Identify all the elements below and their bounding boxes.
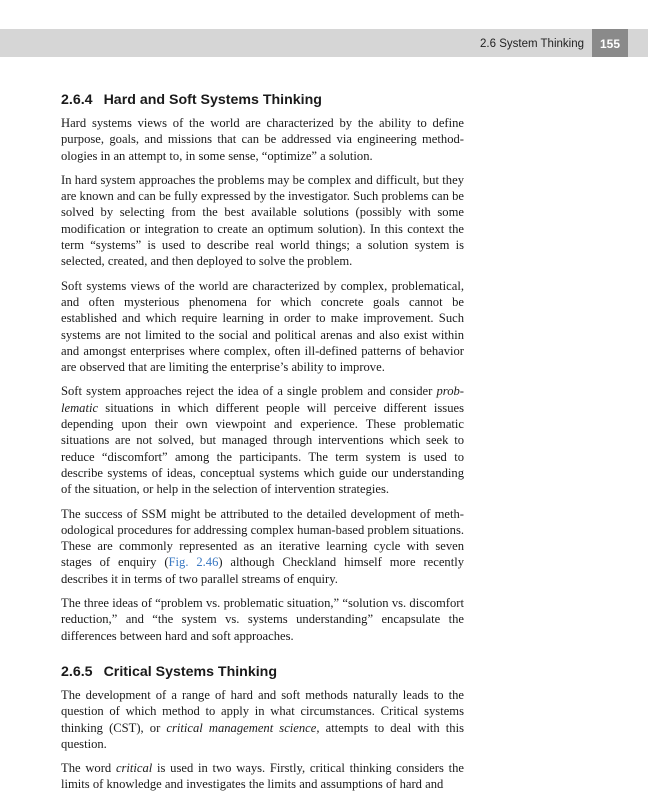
text-run: is used in two ways. Firstly, critical thinking considers the limits of knowledge and investigates the limits and assumptions of hard and xyxy=(61,761,464,792)
section-number: 2.6.4 xyxy=(61,92,93,108)
running-header xyxy=(0,29,648,57)
paragraph: Hard systems views of the world are characterized by the ability to define purpose, goals, and missions that can be addressed via engineering methodologies in an attempt to, in some sense, “optimize” a solution. xyxy=(61,116,464,163)
section-heading-critical xyxy=(61,662,464,682)
section-title: Hard and Soft Systems Thinking xyxy=(103,92,322,108)
paragraph xyxy=(61,506,464,587)
paragraph: Soft systems views of the world are characterized by complex, problematical, and often mysterious phenomena for which concrete goals cannot be established and which require learning in order to make improvement. Such systems are not limited to the social and political arenas and also exist within and amongst enterprises where complex, often ill-defined patterns of behavior are observed that are limiting the enterprise’s ability to improve. xyxy=(61,278,464,375)
emphasis-text: problematic xyxy=(61,384,464,415)
text-run: situations in which different people will perceive different issues depending upon their own viewpoint and experience. These problematic situations are not solved, but managed through interventions which seek to reduce “discomfort” among the participants. The term system is used to describe systems of ideas, conceptual systems which guide our understanding of the situation, or help in the selection of intervention strategies. xyxy=(61,400,464,497)
text-run: The success of SSM might be attributed to the detailed development of methodological procedures for addressing complex human-based problem situations. These are commonly represented as an iterative learning cycle with seven stages of enquiry ( xyxy=(61,506,464,570)
running-title: 2.6 System Thinking xyxy=(480,38,584,50)
paragraph xyxy=(61,383,464,497)
text-run: attempts to deal with this question. xyxy=(61,720,464,751)
section-number: 2.6.5 xyxy=(61,663,93,680)
page-body xyxy=(61,90,464,801)
text-run: The development of a range of hard and soft methods naturally leads to the question of which method to apply in what circumstances. Critical systems thinking (CST), or xyxy=(61,687,464,735)
section-heading-hard-soft xyxy=(61,90,464,110)
text-run: ) although Checkland himself more recently describes it in terms of two parallel streams of enquiry. xyxy=(61,555,464,586)
figure-reference-link[interactable]: Fig. 2.46 xyxy=(168,555,219,570)
text-run: The word xyxy=(61,761,116,776)
text-run: Soft system approaches reject the idea of a single problem and consider xyxy=(61,384,437,399)
paragraph: The three ideas of “problem vs. problematic situation,” “solution vs. discomfort reduction,” and “the system vs. systems understanding” encapsulate the differences between hard and soft approaches. xyxy=(61,596,464,643)
emphasis-text: critical management science, xyxy=(166,720,320,735)
paragraph xyxy=(61,687,464,752)
page-number: 155 xyxy=(592,29,628,57)
emphasis-text: critical xyxy=(115,761,153,776)
section-title: Critical Systems Thinking xyxy=(103,663,278,680)
paragraph: In hard system approaches the problems may be complex and difficult, but they are known and can be fully expressed by the investigator. Such problems can be solved by selecting from the best available solutions (possibly with some modification or integration to create an optimum solution). In this context the term “systems” is used to describe real world things; a solution system is selected, created, and then deployed to solve the problem. xyxy=(61,172,464,269)
paragraph xyxy=(61,760,464,793)
